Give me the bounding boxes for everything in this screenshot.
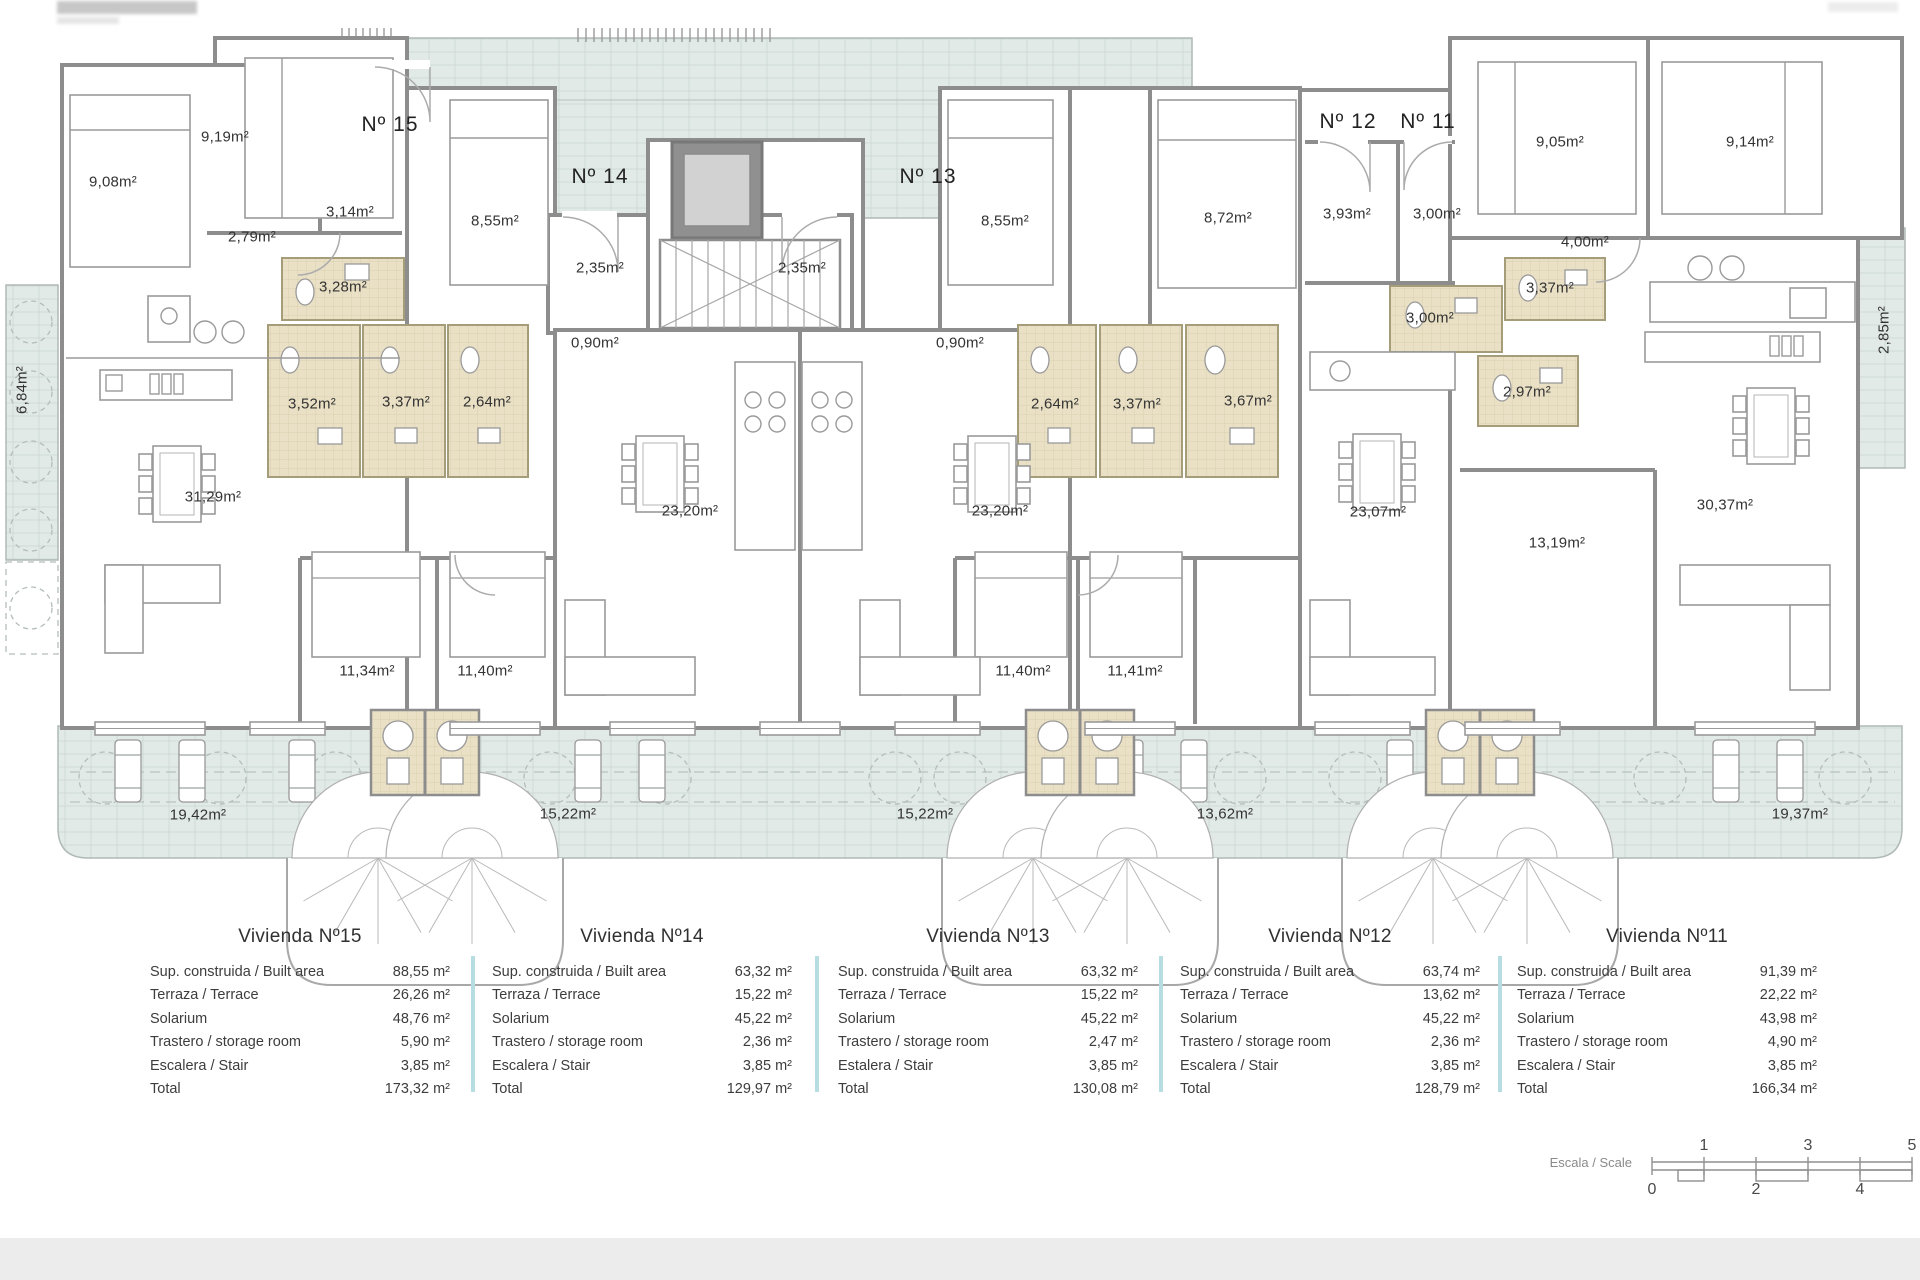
row-value: 45,22 m² <box>1080 1010 1138 1027</box>
row-label: Solarium <box>1517 1010 1575 1027</box>
table-row <box>1180 1008 1480 1031</box>
table-row <box>1517 984 1817 1007</box>
table-row <box>150 1031 450 1054</box>
table-row <box>492 961 792 984</box>
table-row <box>150 961 450 984</box>
area-label: 15,22m² <box>539 805 597 823</box>
area-label: 3,37m² <box>1113 395 1161 413</box>
table-row <box>492 1031 792 1054</box>
apartment-label: Nº 12 <box>1319 110 1377 133</box>
row-value: 130,08 m² <box>1072 1081 1138 1098</box>
unit-summary-table <box>838 926 1138 1101</box>
scale-bar <box>1640 1130 1920 1200</box>
area-label: 9,14m² <box>1726 133 1774 151</box>
row-label: Solarium <box>1180 1010 1238 1027</box>
row-label: Trastero / storage room <box>150 1034 301 1051</box>
row-label: Total <box>150 1081 181 1098</box>
table-divider <box>1159 956 1163 1092</box>
area-label: 23,20m² <box>661 502 719 520</box>
row-value: 3,85 m² <box>742 1057 792 1074</box>
row-label: Escalera / Stair <box>1517 1057 1616 1074</box>
row-value: 63,32 m² <box>734 964 792 980</box>
area-label: 2,64m² <box>1031 395 1079 413</box>
table-row <box>838 961 1138 984</box>
row-value: 13,62 m² <box>1422 987 1480 1004</box>
scale-label: Escala / Scale <box>1549 1155 1632 1170</box>
area-label: 3,00m² <box>1413 205 1461 223</box>
row-label: Sup. construida / Built area <box>1517 964 1692 980</box>
table-row <box>1517 1078 1817 1101</box>
area-label: 3,00m² <box>1406 309 1454 327</box>
area-label: 8,72m² <box>1204 209 1252 227</box>
area-label: 3,37m² <box>1526 279 1574 297</box>
row-label: Trastero / storage room <box>1517 1034 1668 1051</box>
area-label: 2,35m² <box>778 259 826 277</box>
row-value: 3,85 m² <box>1088 1057 1138 1074</box>
row-value: 22,22 m² <box>1759 987 1817 1004</box>
area-label: 13,62m² <box>1196 805 1254 823</box>
table-row <box>492 984 792 1007</box>
area-label: 9,05m² <box>1536 133 1584 151</box>
scale-number: 4 <box>1855 1181 1865 1198</box>
area-label: 2,35m² <box>576 259 624 277</box>
row-label: Sup. construida / Built area <box>1180 964 1355 980</box>
row-value: 45,22 m² <box>1422 1010 1480 1027</box>
area-label: 19,42m² <box>169 806 227 824</box>
area-label: 23,07m² <box>1349 503 1407 521</box>
apartment-label: Nº 15 <box>361 113 419 136</box>
row-label: Trastero / storage room <box>1180 1034 1331 1051</box>
table-row <box>1517 1008 1817 1031</box>
table-row <box>150 1055 450 1078</box>
row-label: Solarium <box>492 1010 550 1027</box>
scale-number: 0 <box>1647 1181 1657 1198</box>
row-label: Escalera / Stair <box>150 1057 249 1074</box>
row-label: Sup. construida / Built area <box>838 964 1013 980</box>
area-label: 31,29m² <box>184 488 242 506</box>
area-label: 11,34m² <box>339 662 395 680</box>
row-value: 43,98 m² <box>1759 1010 1817 1027</box>
area-label: 2,79m² <box>228 228 276 246</box>
row-label: Terraza / Terrace <box>492 987 601 1004</box>
table-row <box>150 1078 450 1101</box>
row-value: 91,39 m² <box>1759 964 1817 980</box>
row-value: 129,97 m² <box>726 1081 792 1098</box>
row-value: 63,32 m² <box>1080 964 1138 980</box>
table-row <box>838 1055 1138 1078</box>
scale-number: 5 <box>1907 1137 1917 1154</box>
row-label: Terraza / Terrace <box>1180 987 1289 1004</box>
row-label: Escalera / Stair <box>1180 1057 1279 1074</box>
apartment-label: Nº 14 <box>571 165 629 188</box>
row-label: Sup. construida / Built area <box>492 964 667 980</box>
area-label: 3,52m² <box>288 395 336 413</box>
table-row <box>1517 1055 1817 1078</box>
scale-number: 3 <box>1803 1137 1813 1154</box>
row-label: Trastero / storage room <box>838 1034 989 1051</box>
area-label: 11,40m² <box>995 662 1051 680</box>
area-label: 3,37m² <box>382 393 430 411</box>
table-row <box>492 1078 792 1101</box>
row-label: Terraza / Terrace <box>150 987 259 1004</box>
row-label: Estalera / Stair <box>838 1057 934 1074</box>
row-value: 26,26 m² <box>392 987 450 1004</box>
table-row <box>838 1078 1138 1101</box>
unit-summary-table <box>1180 926 1480 1101</box>
area-label: 15,22m² <box>896 805 954 823</box>
area-label: 0,90m² <box>571 334 619 352</box>
area-label: 0,90m² <box>936 334 984 352</box>
unit-summary-table <box>1517 926 1817 1101</box>
table-row <box>492 1008 792 1031</box>
table-row <box>1180 1055 1480 1078</box>
unit-title: Vivienda Nº12 <box>1268 926 1392 947</box>
row-value: 48,76 m² <box>392 1010 450 1027</box>
elevator <box>672 142 762 238</box>
apartment-label: Nº 11 <box>1400 110 1456 133</box>
row-label: Escalera / Stair <box>492 1057 591 1074</box>
area-label: 8,55m² <box>471 212 519 230</box>
area-label: 11,40m² <box>457 662 513 680</box>
table-row <box>838 984 1138 1007</box>
area-label: 23,20m² <box>971 502 1029 520</box>
table-row <box>1180 984 1480 1007</box>
area-label: 9,19m² <box>201 128 249 146</box>
table-divider <box>1498 956 1502 1092</box>
area-label: 3,67m² <box>1224 392 1272 410</box>
scale-number: 1 <box>1699 1137 1709 1154</box>
unit-title: Vivienda Nº14 <box>580 926 704 947</box>
row-label: Total <box>492 1081 523 1098</box>
left-terrace <box>6 285 58 654</box>
row-value: 63,74 m² <box>1422 964 1480 980</box>
row-value: 88,55 m² <box>392 964 450 980</box>
area-label: 2,85m² <box>1875 306 1893 354</box>
table-row <box>1180 1078 1480 1101</box>
row-value: 128,79 m² <box>1414 1081 1480 1098</box>
table-row <box>1180 1031 1480 1054</box>
row-value: 2,36 m² <box>1430 1034 1480 1051</box>
table-divider <box>815 956 819 1092</box>
table-row <box>838 1008 1138 1031</box>
table-row <box>150 1008 450 1031</box>
area-label: 2,64m² <box>463 393 511 411</box>
row-value: 45,22 m² <box>734 1010 792 1027</box>
area-label: 9,08m² <box>89 173 137 191</box>
row-value: 3,85 m² <box>1767 1057 1817 1074</box>
area-label: 6,84m² <box>13 366 31 414</box>
row-label: Terraza / Terrace <box>838 987 947 1004</box>
row-value: 4,90 m² <box>1767 1034 1817 1051</box>
row-label: Solarium <box>150 1010 208 1027</box>
area-label: 4,00m² <box>1561 233 1609 251</box>
unit-title: Vivienda Nº13 <box>926 926 1050 947</box>
apartment-label: Nº 13 <box>899 165 957 188</box>
row-value: 2,36 m² <box>742 1034 792 1051</box>
row-value: 15,22 m² <box>1080 987 1138 1004</box>
staircase <box>660 240 840 328</box>
area-label: 2,97m² <box>1503 383 1551 401</box>
unit-summary-table <box>150 926 450 1101</box>
row-value: 166,34 m² <box>1751 1081 1817 1098</box>
area-label: 11,41m² <box>1107 662 1163 680</box>
area-label: 3,28m² <box>319 278 367 296</box>
row-label: Sup. construida / Built area <box>150 964 325 980</box>
row-value: 173,32 m² <box>384 1081 450 1098</box>
row-value: 5,90 m² <box>400 1034 450 1051</box>
area-label: 3,14m² <box>326 203 374 221</box>
row-label: Total <box>838 1081 869 1098</box>
row-value: 3,85 m² <box>400 1057 450 1074</box>
table-row <box>492 1055 792 1078</box>
row-value: 2,47 m² <box>1088 1034 1138 1051</box>
area-label: 13,19m² <box>1528 534 1586 552</box>
row-value: 3,85 m² <box>1430 1057 1480 1074</box>
row-value: 15,22 m² <box>734 987 792 1004</box>
bottom-band <box>0 1238 1920 1280</box>
row-label: Total <box>1180 1081 1211 1098</box>
unit-title: Vivienda Nº15 <box>238 926 362 947</box>
row-label: Trastero / storage room <box>492 1034 643 1051</box>
table-row <box>1517 961 1817 984</box>
table-row <box>838 1031 1138 1054</box>
row-label: Solarium <box>838 1010 896 1027</box>
row-label: Total <box>1517 1081 1548 1098</box>
area-label: 19,37m² <box>1771 805 1829 823</box>
scale-number: 2 <box>1751 1181 1761 1198</box>
area-label: 3,93m² <box>1323 205 1371 223</box>
row-label: Terraza / Terrace <box>1517 987 1626 1004</box>
table-row <box>1180 961 1480 984</box>
unit-summary-table <box>492 926 792 1101</box>
table-row <box>150 984 450 1007</box>
table-divider <box>471 956 475 1092</box>
area-label: 8,55m² <box>981 212 1029 230</box>
unit-title: Vivienda Nº11 <box>1605 926 1729 947</box>
area-label: 30,37m² <box>1696 496 1754 514</box>
table-row <box>1517 1031 1817 1054</box>
